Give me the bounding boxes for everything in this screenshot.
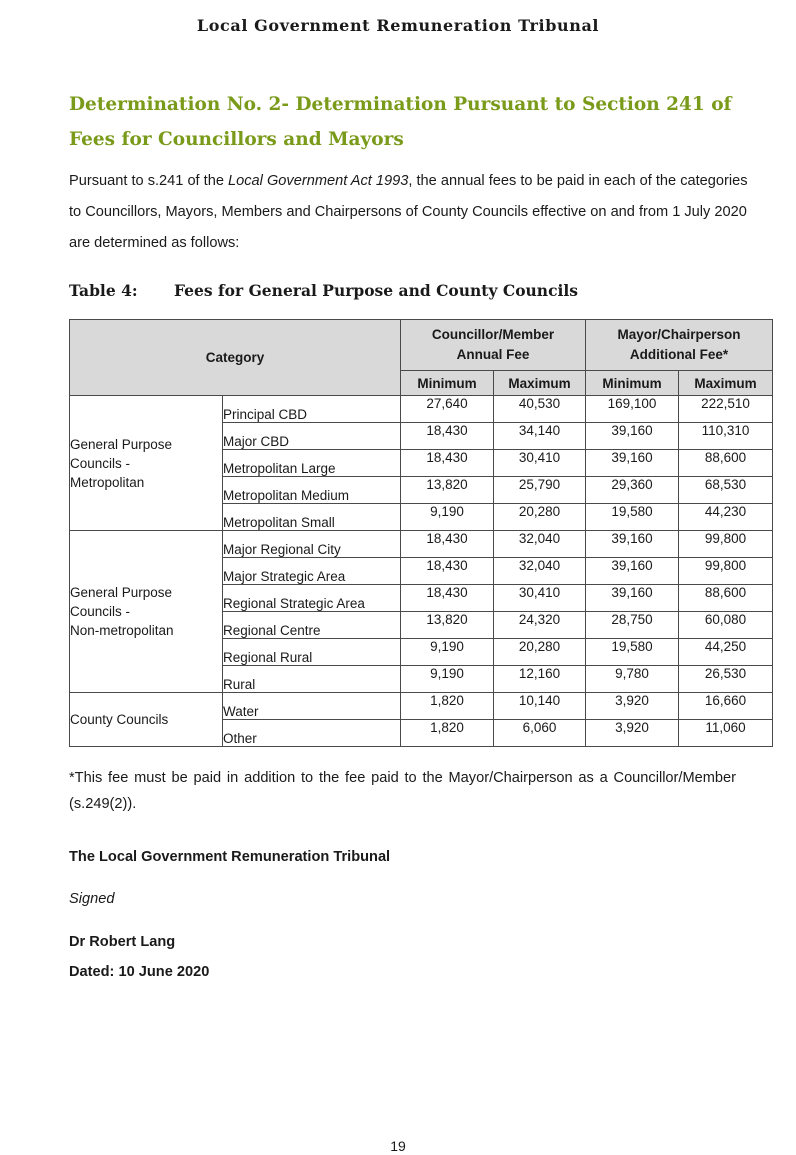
table-caption-title: Fees for General Purpose and County Councils	[174, 281, 579, 300]
mayor-max-cell: 44,230	[679, 504, 773, 531]
councillor-header-line1: Councillor/Member	[431, 327, 555, 342]
subcategory-cell: Regional Centre	[223, 612, 401, 639]
subcategory-cell: Major CBD	[223, 423, 401, 450]
mayor-minimum-header: Minimum	[586, 371, 679, 396]
mayor-max-cell: 99,800	[679, 531, 773, 558]
group-label-county-councils: County Councils	[70, 693, 223, 747]
table-row	[70, 531, 773, 558]
councillor-min-cell: 13,820	[401, 612, 494, 639]
mayor-max-cell: 110,310	[679, 423, 773, 450]
councillor-fee-header	[401, 320, 586, 371]
councillor-max-cell: 20,280	[494, 639, 586, 666]
councillor-min-cell: 1,820	[401, 720, 494, 747]
councillor-min-cell: 1,820	[401, 693, 494, 720]
councillor-max-cell: 25,790	[494, 477, 586, 504]
councillor-max-cell: 12,160	[494, 666, 586, 693]
subcategory-cell: Regional Rural	[223, 639, 401, 666]
mayor-min-cell: 9,780	[586, 666, 679, 693]
subcategory-cell: Regional Strategic Area	[223, 585, 401, 612]
councillor-header-line2: Annual Fee	[456, 347, 530, 362]
signatory-organisation: The Local Government Remuneration Tribunal	[69, 849, 391, 865]
councillor-min-cell: 9,190	[401, 639, 494, 666]
councillor-min-cell: 9,190	[401, 504, 494, 531]
councillor-max-cell: 10,140	[494, 693, 586, 720]
intro-text-before: Pursuant to s.241 of the	[69, 173, 229, 189]
intro-paragraph	[69, 166, 749, 259]
table-caption	[69, 281, 749, 300]
mayor-min-cell: 39,160	[586, 423, 679, 450]
councillor-min-cell: 18,430	[401, 585, 494, 612]
act-title: Local Government Act 1993	[228, 173, 409, 189]
mayor-fee-header	[586, 320, 773, 371]
mayor-min-cell: 39,160	[586, 558, 679, 585]
fees-table	[69, 319, 773, 747]
page-number: 19	[390, 1138, 406, 1154]
mayor-maximum-header: Maximum	[679, 371, 773, 396]
subcategory-cell: Metropolitan Large	[223, 450, 401, 477]
mayor-min-cell: 19,580	[586, 504, 679, 531]
councillor-max-cell: 32,040	[494, 558, 586, 585]
mayor-max-cell: 26,530	[679, 666, 773, 693]
councillor-max-cell: 32,040	[494, 531, 586, 558]
mayor-max-cell: 222,510	[679, 396, 773, 423]
councillor-max-cell: 24,320	[494, 612, 586, 639]
councillor-max-cell: 30,410	[494, 585, 586, 612]
subcategory-cell: Water	[223, 693, 401, 720]
mayor-max-cell: 60,080	[679, 612, 773, 639]
mayor-min-cell: 3,920	[586, 693, 679, 720]
category-header: Category	[70, 320, 401, 396]
mayor-max-cell: 88,600	[679, 585, 773, 612]
councillor-minimum-header: Minimum	[401, 371, 494, 396]
mayor-header-line1: Mayor/Chairperson	[617, 327, 741, 342]
councillor-min-cell: 27,640	[401, 396, 494, 423]
councillor-min-cell: 18,430	[401, 423, 494, 450]
signer-name: Dr Robert Lang	[69, 934, 176, 950]
subcategory-cell: Rural	[223, 666, 401, 693]
group-label-non-metropolitan: General Purpose Councils - Non-metropolitan	[70, 531, 223, 693]
mayor-min-cell: 19,580	[586, 639, 679, 666]
councillor-min-cell: 13,820	[401, 477, 494, 504]
table-row	[70, 693, 773, 720]
mayor-min-cell: 29,360	[586, 477, 679, 504]
councillor-min-cell: 18,430	[401, 531, 494, 558]
running-head: Local Government Remuneration Tribunal	[196, 16, 600, 35]
mayor-min-cell: 39,160	[586, 531, 679, 558]
footnote: *This fee must be paid in addition to the fee paid to the Mayor/Chairperson as a Councillor/Member (s.249(2)).	[69, 770, 736, 812]
mayor-max-cell: 44,250	[679, 639, 773, 666]
signed-label: Signed	[69, 891, 115, 907]
subcategory-cell: Metropolitan Small	[223, 504, 401, 531]
determination-heading: Determination No. 2- Determination Pursuant to Section 241 of Fees for Councillors and Mayors	[69, 94, 732, 150]
date-line: Dated: 10 June 2020	[69, 964, 210, 980]
mayor-max-cell: 16,660	[679, 693, 773, 720]
mayor-max-cell: 68,530	[679, 477, 773, 504]
councillor-max-cell: 6,060	[494, 720, 586, 747]
subcategory-cell: Major Strategic Area	[223, 558, 401, 585]
subcategory-cell: Major Regional City	[223, 531, 401, 558]
councillor-maximum-header: Maximum	[494, 371, 586, 396]
subcategory-cell: Other	[223, 720, 401, 747]
councillor-max-cell: 20,280	[494, 504, 586, 531]
mayor-max-cell: 88,600	[679, 450, 773, 477]
councillor-min-cell: 9,190	[401, 666, 494, 693]
table-row	[70, 396, 773, 423]
councillor-max-cell: 34,140	[494, 423, 586, 450]
subcategory-cell: Principal CBD	[223, 396, 401, 423]
mayor-min-cell: 28,750	[586, 612, 679, 639]
subcategory-cell: Metropolitan Medium	[223, 477, 401, 504]
mayor-max-cell: 99,800	[679, 558, 773, 585]
group-label-metropolitan: General Purpose Councils - Metropolitan	[70, 396, 223, 531]
mayor-min-cell: 3,920	[586, 720, 679, 747]
councillor-max-cell: 30,410	[494, 450, 586, 477]
table-caption-number: Table 4:	[69, 281, 138, 300]
councillor-min-cell: 18,430	[401, 450, 494, 477]
councillor-max-cell: 40,530	[494, 396, 586, 423]
mayor-min-cell: 169,100	[586, 396, 679, 423]
mayor-header-line2: Additional Fee*	[629, 347, 729, 362]
mayor-min-cell: 39,160	[586, 585, 679, 612]
mayor-min-cell: 39,160	[586, 450, 679, 477]
councillor-min-cell: 18,430	[401, 558, 494, 585]
mayor-max-cell: 11,060	[679, 720, 773, 747]
intro-text-after: , the annual fees to be paid in each of the categories to Councillors, Mayors, Members and Chairpersons of County Councils effective on and from 1 July 2020 are determined as follows:	[69, 173, 748, 251]
